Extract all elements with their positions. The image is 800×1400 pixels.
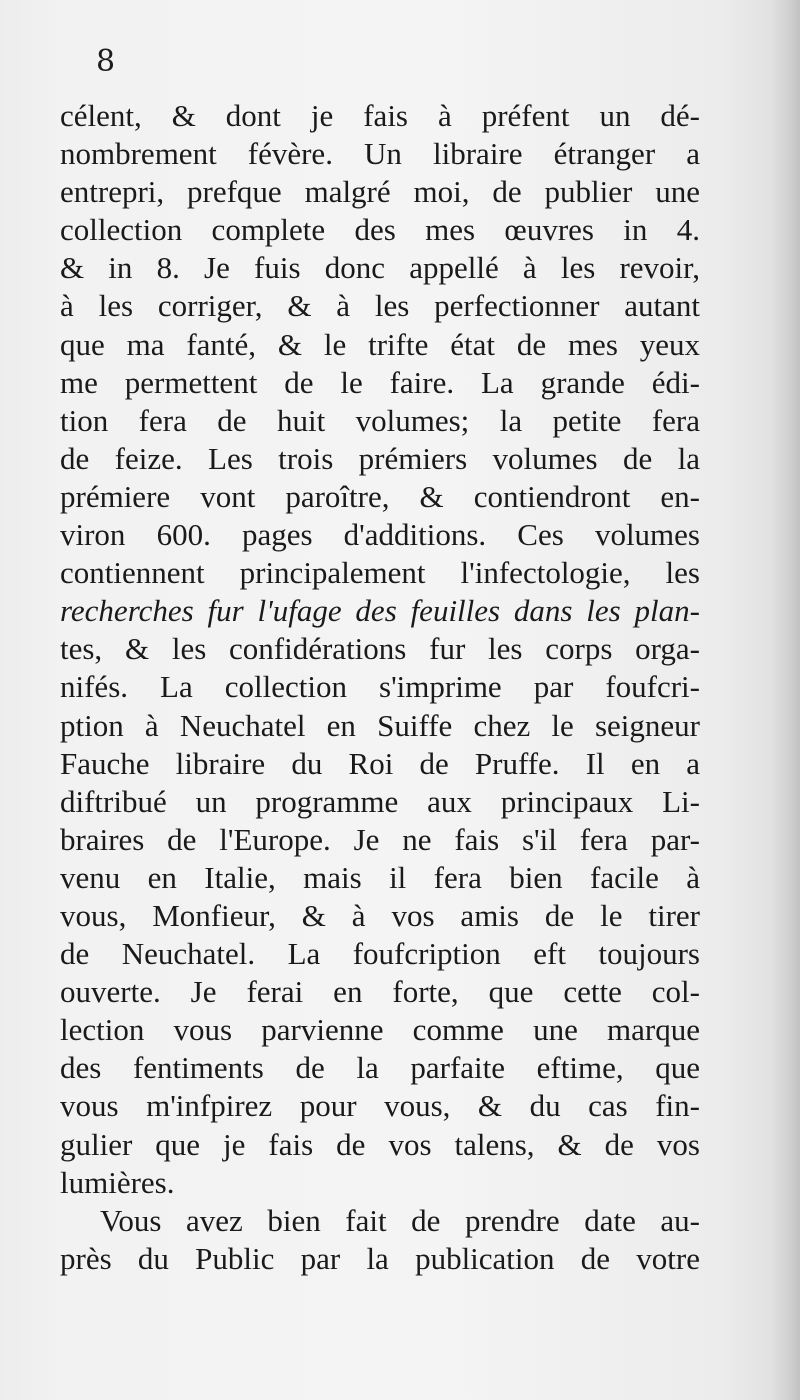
text-line: entrepri, prefque malgré moi, de publier une [60,174,700,210]
text-line: Vous avez bien fait de prendre date au- [100,1202,700,1238]
text-line: tion fera de huit volumes; la petite fera [60,402,700,438]
text-line: & in 8. Je fuis donc appellé à les revoir, [60,250,700,286]
text-line: vous, Monfieur, & à vos amis de le tirer [60,897,700,933]
page-edge-shadow [770,0,800,1400]
text-line: de feize. Les trois prémiers volumes de la [60,440,700,476]
text-line: tes, & les confidérations fur les corps orga- [60,631,700,667]
text-line: gulier que je fais de vos talens, & de vos [60,1126,700,1162]
body-text [60,97,700,1278]
text-line: de Neuchatel. La foufcription eft toujours [60,936,700,972]
text-line: me permettent de le faire. La grande édi- [60,364,700,400]
text-line: lection vous parvienne comme une marque [60,1012,700,1048]
page-number: 8 [96,44,116,79]
text-line: contiennent principalement l'infectologie, les [60,555,700,591]
text-line: ouverte. Je ferai en forte, que cette col- [60,974,700,1010]
text-line: à les corriger, & à les perfectionner autant [60,288,700,324]
text-line: Fauche libraire du Roi de Pruffe. Il en a [60,745,700,781]
text-line: nifés. La collection s'imprime par foufcri- [60,669,700,705]
text-line: près du Public par la publication de votre [60,1240,700,1276]
text-line: vous m'infpirez pour vous, & du cas fin- [60,1088,700,1124]
text-line: collection complete des mes œuvres in 4. [60,212,700,248]
text-line: lumières. [60,1164,175,1200]
text-line: braires de l'Europe. Je ne fais s'il fera par- [60,821,700,857]
text-line: nombrement févère. Un libraire étranger a [60,136,700,172]
text-line: diftribué un programme aux principaux Li- [60,783,700,819]
text-line: viron 600. pages d'additions. Ces volumes [60,517,700,553]
text-line: célent, & dont je fais à préfent un dé- [60,98,700,133]
text-line: que ma fanté, & le trifte état de mes yeux [60,326,700,362]
text-line: recherches fur l'ufage des feuilles dans les plan- [60,593,700,629]
text-line: venu en Italie, mais il fera bien facile à [60,859,700,895]
text-line: ption à Neuchatel en Suiffe chez le seigneur [60,707,700,743]
text-line: prémiere vont paroître, & contiendront en- [60,478,700,514]
text-line: des fentiments de la parfaite eftime, que [60,1050,700,1086]
